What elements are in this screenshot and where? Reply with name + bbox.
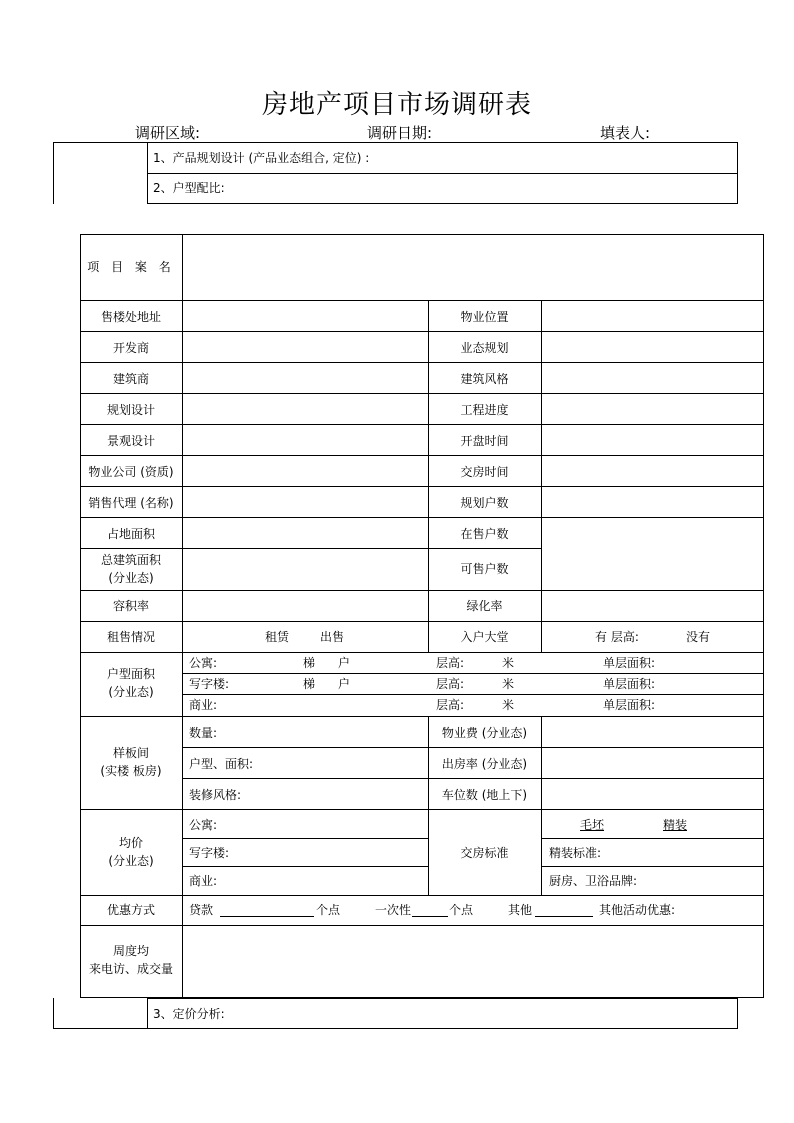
fine-standard-label: 精装标准: <box>549 846 602 860</box>
lump-sum-points-blank[interactable] <box>412 916 448 917</box>
occupancy-rate-label: 出房率 (分业态) <box>441 757 528 771</box>
unit-single-floor-label: 单层面积: <box>603 656 656 670</box>
delivery-time-label: 交房时间 <box>460 465 509 479</box>
page-title: 房地产项目市场调研表 <box>261 90 532 120</box>
price-commercial-label: 商业: <box>189 874 218 888</box>
planned-units-label: 规划户数 <box>460 496 509 510</box>
unit-household-label: 户 <box>338 677 351 691</box>
loan-points-blank[interactable] <box>220 916 314 917</box>
unit-household-label: 户 <box>338 656 351 670</box>
fine-option[interactable]: 精装 <box>663 818 688 832</box>
format-planning-label: 业态规划 <box>460 341 509 355</box>
property-fee-label: 物业费 (分业态) <box>441 726 528 740</box>
unit-floor-height-label: 层高: <box>436 677 465 691</box>
planning-design-label: 规划设计 <box>106 403 155 417</box>
arch-style-label: 建筑风格 <box>460 372 509 386</box>
unit-meter-label: 米 <box>502 698 515 712</box>
survey-date-label: 调研日期: <box>367 124 433 142</box>
other-discount-blank[interactable] <box>535 916 593 917</box>
unit-mix-field[interactable]: 2、户型配比: <box>153 181 225 195</box>
opening-time-label: 开盘时间 <box>460 434 509 448</box>
discount-label: 优惠方式 <box>106 903 155 917</box>
pricing-analysis-field[interactable]: 3、定价分析: <box>153 1007 225 1021</box>
developer-label: 开发商 <box>112 341 149 355</box>
unit-office-label: 写字楼: <box>189 677 230 691</box>
project-name-input[interactable] <box>183 235 763 300</box>
project-name-label: 项 目 案 名 <box>87 260 175 274</box>
unit-meter-label: 米 <box>502 656 515 670</box>
price-apartment-label: 公寓: <box>189 818 218 832</box>
lobby-has-option[interactable]: 有 层高: <box>595 630 639 644</box>
unit-single-floor-label: 单层面积: <box>603 677 656 691</box>
unit-ladder-label: 梯 <box>303 656 316 670</box>
unit-ladder-label: 梯 <box>303 677 316 691</box>
plot-ratio-label: 容积率 <box>112 599 149 613</box>
loan-points-label: 个点 <box>316 903 341 917</box>
builder-label: 建筑商 <box>112 372 149 386</box>
sales-address-label: 售楼处地址 <box>100 310 161 324</box>
lobby-label: 入户大堂 <box>460 630 509 644</box>
property-location-label: 物业位置 <box>460 310 509 324</box>
unit-area-label: 户型面积 (分业态) <box>106 667 155 699</box>
showroom-type-area-label: 户型、面积: <box>189 757 254 771</box>
progress-label: 工程进度 <box>460 403 509 417</box>
delivery-standard-label: 交房标准 <box>460 846 509 860</box>
other-discount-label: 其他 <box>508 903 533 917</box>
unit-commercial-label: 商业: <box>189 698 218 712</box>
parking-count-label: 车位数 (地上下) <box>441 788 528 802</box>
price-office-label: 写字楼: <box>189 846 230 860</box>
avg-price-label: 均价 (分业态) <box>108 836 154 868</box>
product-planning-field[interactable]: 1、产品规划设计 (产品业态组合, 定位) : <box>153 151 370 165</box>
showroom-label: 样板间 (实楼 板房) <box>100 746 162 778</box>
lump-sum-label: 一次性 <box>375 903 412 917</box>
other-promo-label: 其他活动优惠: <box>599 903 676 917</box>
showroom-quantity-label: 数量: <box>189 726 218 740</box>
units-available-label: 可售户数 <box>460 562 509 576</box>
survey-region-label: 调研区域: <box>135 124 201 142</box>
form-filler-label: 填表人: <box>600 124 651 142</box>
unit-floor-height-label: 层高: <box>436 656 465 670</box>
property-company-label: 物业公司 (资质) <box>88 465 174 479</box>
weekly-stats-label: 周度均 来电访、成交量 <box>88 944 173 976</box>
lobby-none-option[interactable]: 没有 <box>686 630 711 644</box>
units-on-sale-label: 在售户数 <box>460 527 509 541</box>
sales-agent-label: 销售代理 (名称) <box>88 496 174 510</box>
rent-option[interactable]: 租赁 <box>265 630 290 644</box>
sale-option[interactable]: 出售 <box>320 630 345 644</box>
rent-sale-label: 租售情况 <box>106 630 155 644</box>
greening-rate-label: 绿化率 <box>466 599 503 613</box>
unit-single-floor-label: 单层面积: <box>603 698 656 712</box>
landscape-design-label: 景观设计 <box>106 434 155 448</box>
gfa-label: 总建筑面积 (分业态) <box>100 553 161 585</box>
unit-meter-label: 米 <box>502 677 515 691</box>
land-area-label: 占地面积 <box>106 527 155 541</box>
showroom-deco-style-label: 装修风格: <box>189 788 242 802</box>
weekly-stats-input[interactable] <box>183 926 763 997</box>
rough-option[interactable]: 毛坯 <box>580 818 605 832</box>
loan-label: 贷款 <box>189 903 214 917</box>
unit-apartment-label: 公寓: <box>189 656 218 670</box>
lump-sum-points-label: 个点 <box>449 903 474 917</box>
unit-floor-height-label: 层高: <box>436 698 465 712</box>
kitchen-bath-brand-label: 厨房、卫浴品牌: <box>549 874 638 888</box>
